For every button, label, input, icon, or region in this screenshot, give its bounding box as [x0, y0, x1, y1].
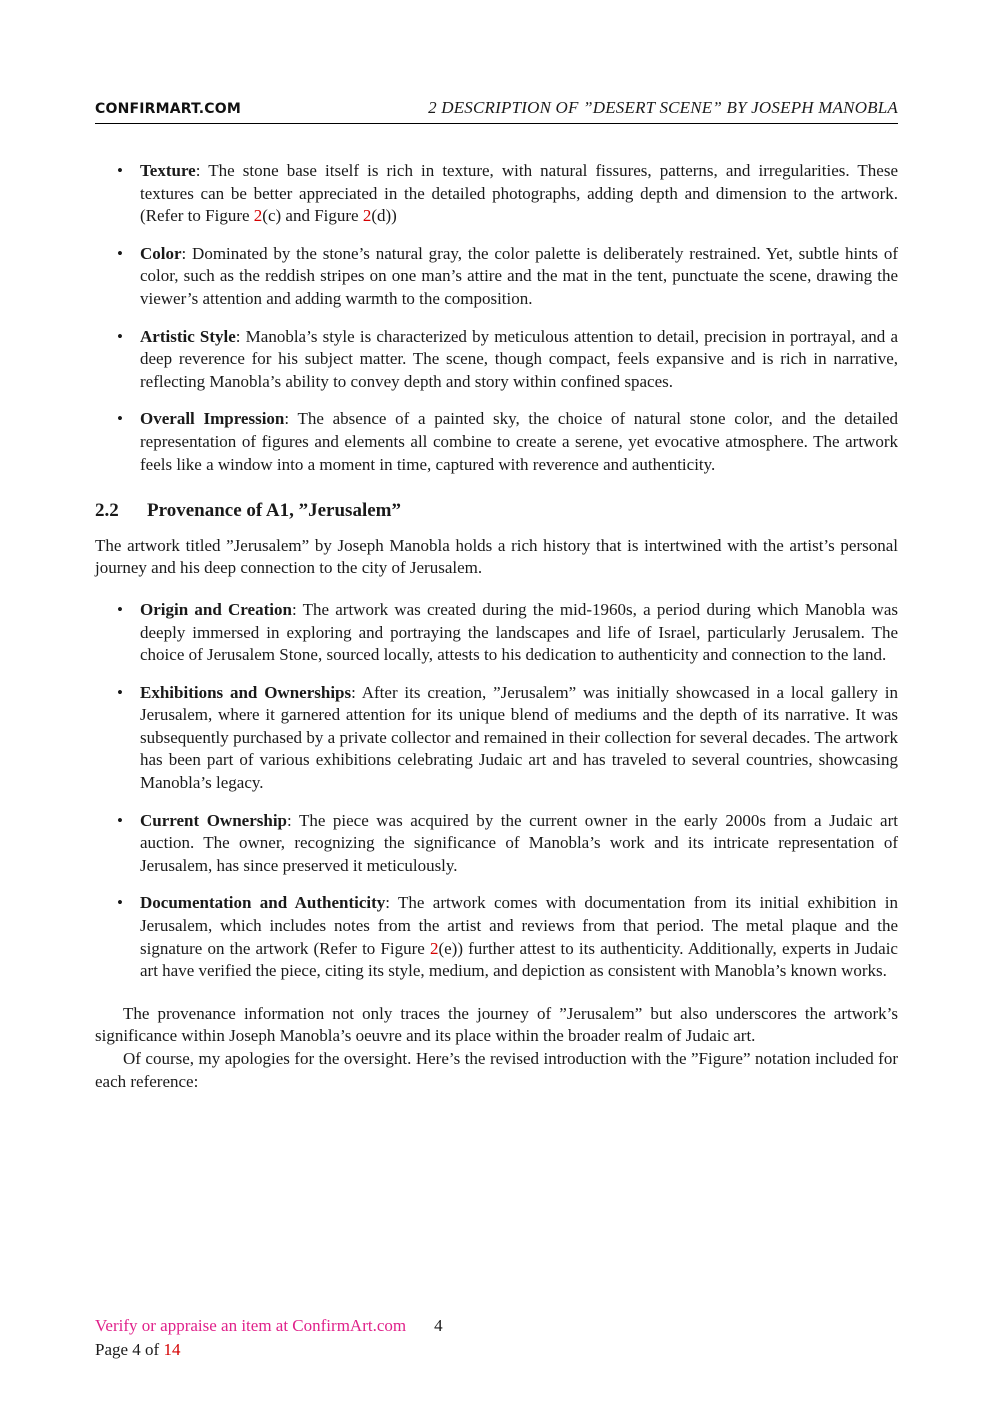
bullet-icon: •	[117, 810, 123, 830]
bullet-icon: •	[117, 409, 123, 429]
item-term: Overall Impression	[140, 409, 285, 429]
provenance-list	[95, 599, 898, 983]
list-item-artistic-style	[95, 326, 898, 394]
item-text: : The artwork comes with documentation from its initial exhibition in Jerusalem, which includes notes from the artist and reviews from that period. The metal plaque and the signature on the artwork (Refer to Figure	[140, 893, 899, 958]
list-item-color	[95, 243, 898, 311]
list-item-exhibitions	[95, 682, 898, 795]
list-item-texture	[95, 160, 898, 228]
confirmart-footer-link[interactable]: Verify or appraise an item at ConfirmArt.com	[95, 1316, 407, 1335]
closing-paragraph: Of course, my apologies for the oversight. Here’s the revised introduction with the ”Figure” notation included for each reference:	[95, 1049, 898, 1091]
section-title: Provenance of A1, ”Jerusalem”	[147, 500, 401, 522]
item-term: Texture	[140, 161, 196, 180]
bullet-icon: •	[117, 893, 123, 913]
section-heading	[95, 500, 898, 523]
list-item-current-ownership	[95, 810, 898, 878]
confirmart-logo[interactable]: CONFIRMART.COM	[95, 101, 242, 117]
page-content	[95, 160, 898, 1093]
figure-ref-link[interactable]: 2	[253, 206, 263, 226]
item-text: (c) and Figure	[262, 206, 363, 226]
item-text: (e)) further attest to its authenticity. Additionally, experts in Judaic art have verified the piece, citing its style, medium, and depiction as consistent with Manobla’s known works.	[140, 938, 898, 981]
item-text: : Manobla’s style is characterized by meticulous attention to detail, precision in portrayal, and a deep reverence for his subject matter. The scene, though compact, feels expansive and is rich in narrative, reflecting Manobla’s ability to convey depth and story within confined spaces.	[140, 326, 899, 391]
section-number: 2.2	[95, 500, 119, 522]
list-item-overall-impression	[95, 408, 898, 476]
figure-ref-link[interactable]: 2	[429, 938, 439, 958]
description-list	[95, 160, 898, 476]
item-text: : The stone base itself is rich in texture, with natural fissures, patterns, and irregularities. These textures can be better appreciated in the detailed photographs, adding depth and dimension to the artwork. (Refer to Figure	[140, 161, 898, 226]
page-footer	[95, 1314, 443, 1362]
page-header	[95, 96, 898, 124]
item-term: Exhibitions and Ownerships	[140, 682, 352, 702]
item-term: Origin and Creation	[140, 599, 292, 619]
bullet-icon: •	[117, 161, 123, 180]
running-head: 2 DESCRIPTION OF ”DESERT SCENE” BY JOSEPH MANOBLA	[428, 98, 898, 117]
intro-paragraph: The artwork titled ”Jerusalem” by Joseph Manobla holds a rich history that is intertwined with the artist’s personal journey and his deep connection to the city of Jerusalem.	[95, 535, 898, 578]
list-item-origin	[95, 599, 898, 667]
item-term: Artistic Style	[140, 326, 236, 346]
bullet-icon: •	[117, 243, 123, 263]
list-item-documentation	[95, 892, 898, 982]
bullet-icon: •	[117, 326, 123, 346]
item-term: Color	[140, 243, 182, 263]
page-number: 4	[434, 1316, 443, 1335]
bullet-icon: •	[117, 599, 123, 619]
item-term: Current Ownership	[140, 810, 287, 830]
item-text: (d))	[371, 206, 397, 226]
figure-ref-link[interactable]: 2	[362, 206, 372, 226]
item-text: : The artwork was created during the mid-1960s, a period during which Manobla was deeply immersed in exploring and portraying the landscapes and life of Israel, particularly Jerusalem. The choice of Jerusalem Stone, sourced locally, attests to his dedication to authenticity and connection to the land.	[140, 599, 898, 665]
item-text: : The piece was acquired by the current owner in the early 2000s from a Judaic art auction. The owner, recognizing the significance of Manobla’s work and its intricate representation of Jerusalem, has since preserved it meticulously.	[140, 810, 898, 875]
total-pages-link[interactable]: 14	[163, 1340, 181, 1359]
item-text: : Dominated by the stone’s natural gray, the color palette is deliberately restrained. Yet, subtle hints of color, such as the reddish stripes on one man’s attire and the mat in the tent, punctuate the scene, drawing the viewer’s attention and adding warmth to the composition.	[140, 243, 898, 308]
page-counter-label: Page 4 of	[95, 1340, 164, 1359]
item-term: Documentation and Authenticity	[140, 893, 386, 913]
closing-paragraph: The provenance information not only traces the journey of ”Jerusalem” but also underscores the artwork’s significance within Joseph Manobla’s oeuvre and its place within the broader realm of Judaic art.	[95, 1003, 898, 1046]
item-text: : The absence of a painted sky, the choice of natural stone color, and the detailed representation of figures and elements all combine to create a serene, yet evocative atmosphere. The artwork feels like a window into a moment in time, captured with reverence and authenticity.	[140, 409, 899, 474]
item-text: : After its creation, ”Jerusalem” was initially showcased in a local gallery in Jerusalem, where it garnered attention for its unique blend of mediums and the depth of its narrative. It was subsequently purchased by a private collector and remained in their collection for several decades. The artwork has been part of various exhibitions celebrating Judaic art and has traveled to several countries, showcasing Manobla’s legacy.	[140, 682, 899, 793]
bullet-icon: •	[117, 682, 123, 702]
